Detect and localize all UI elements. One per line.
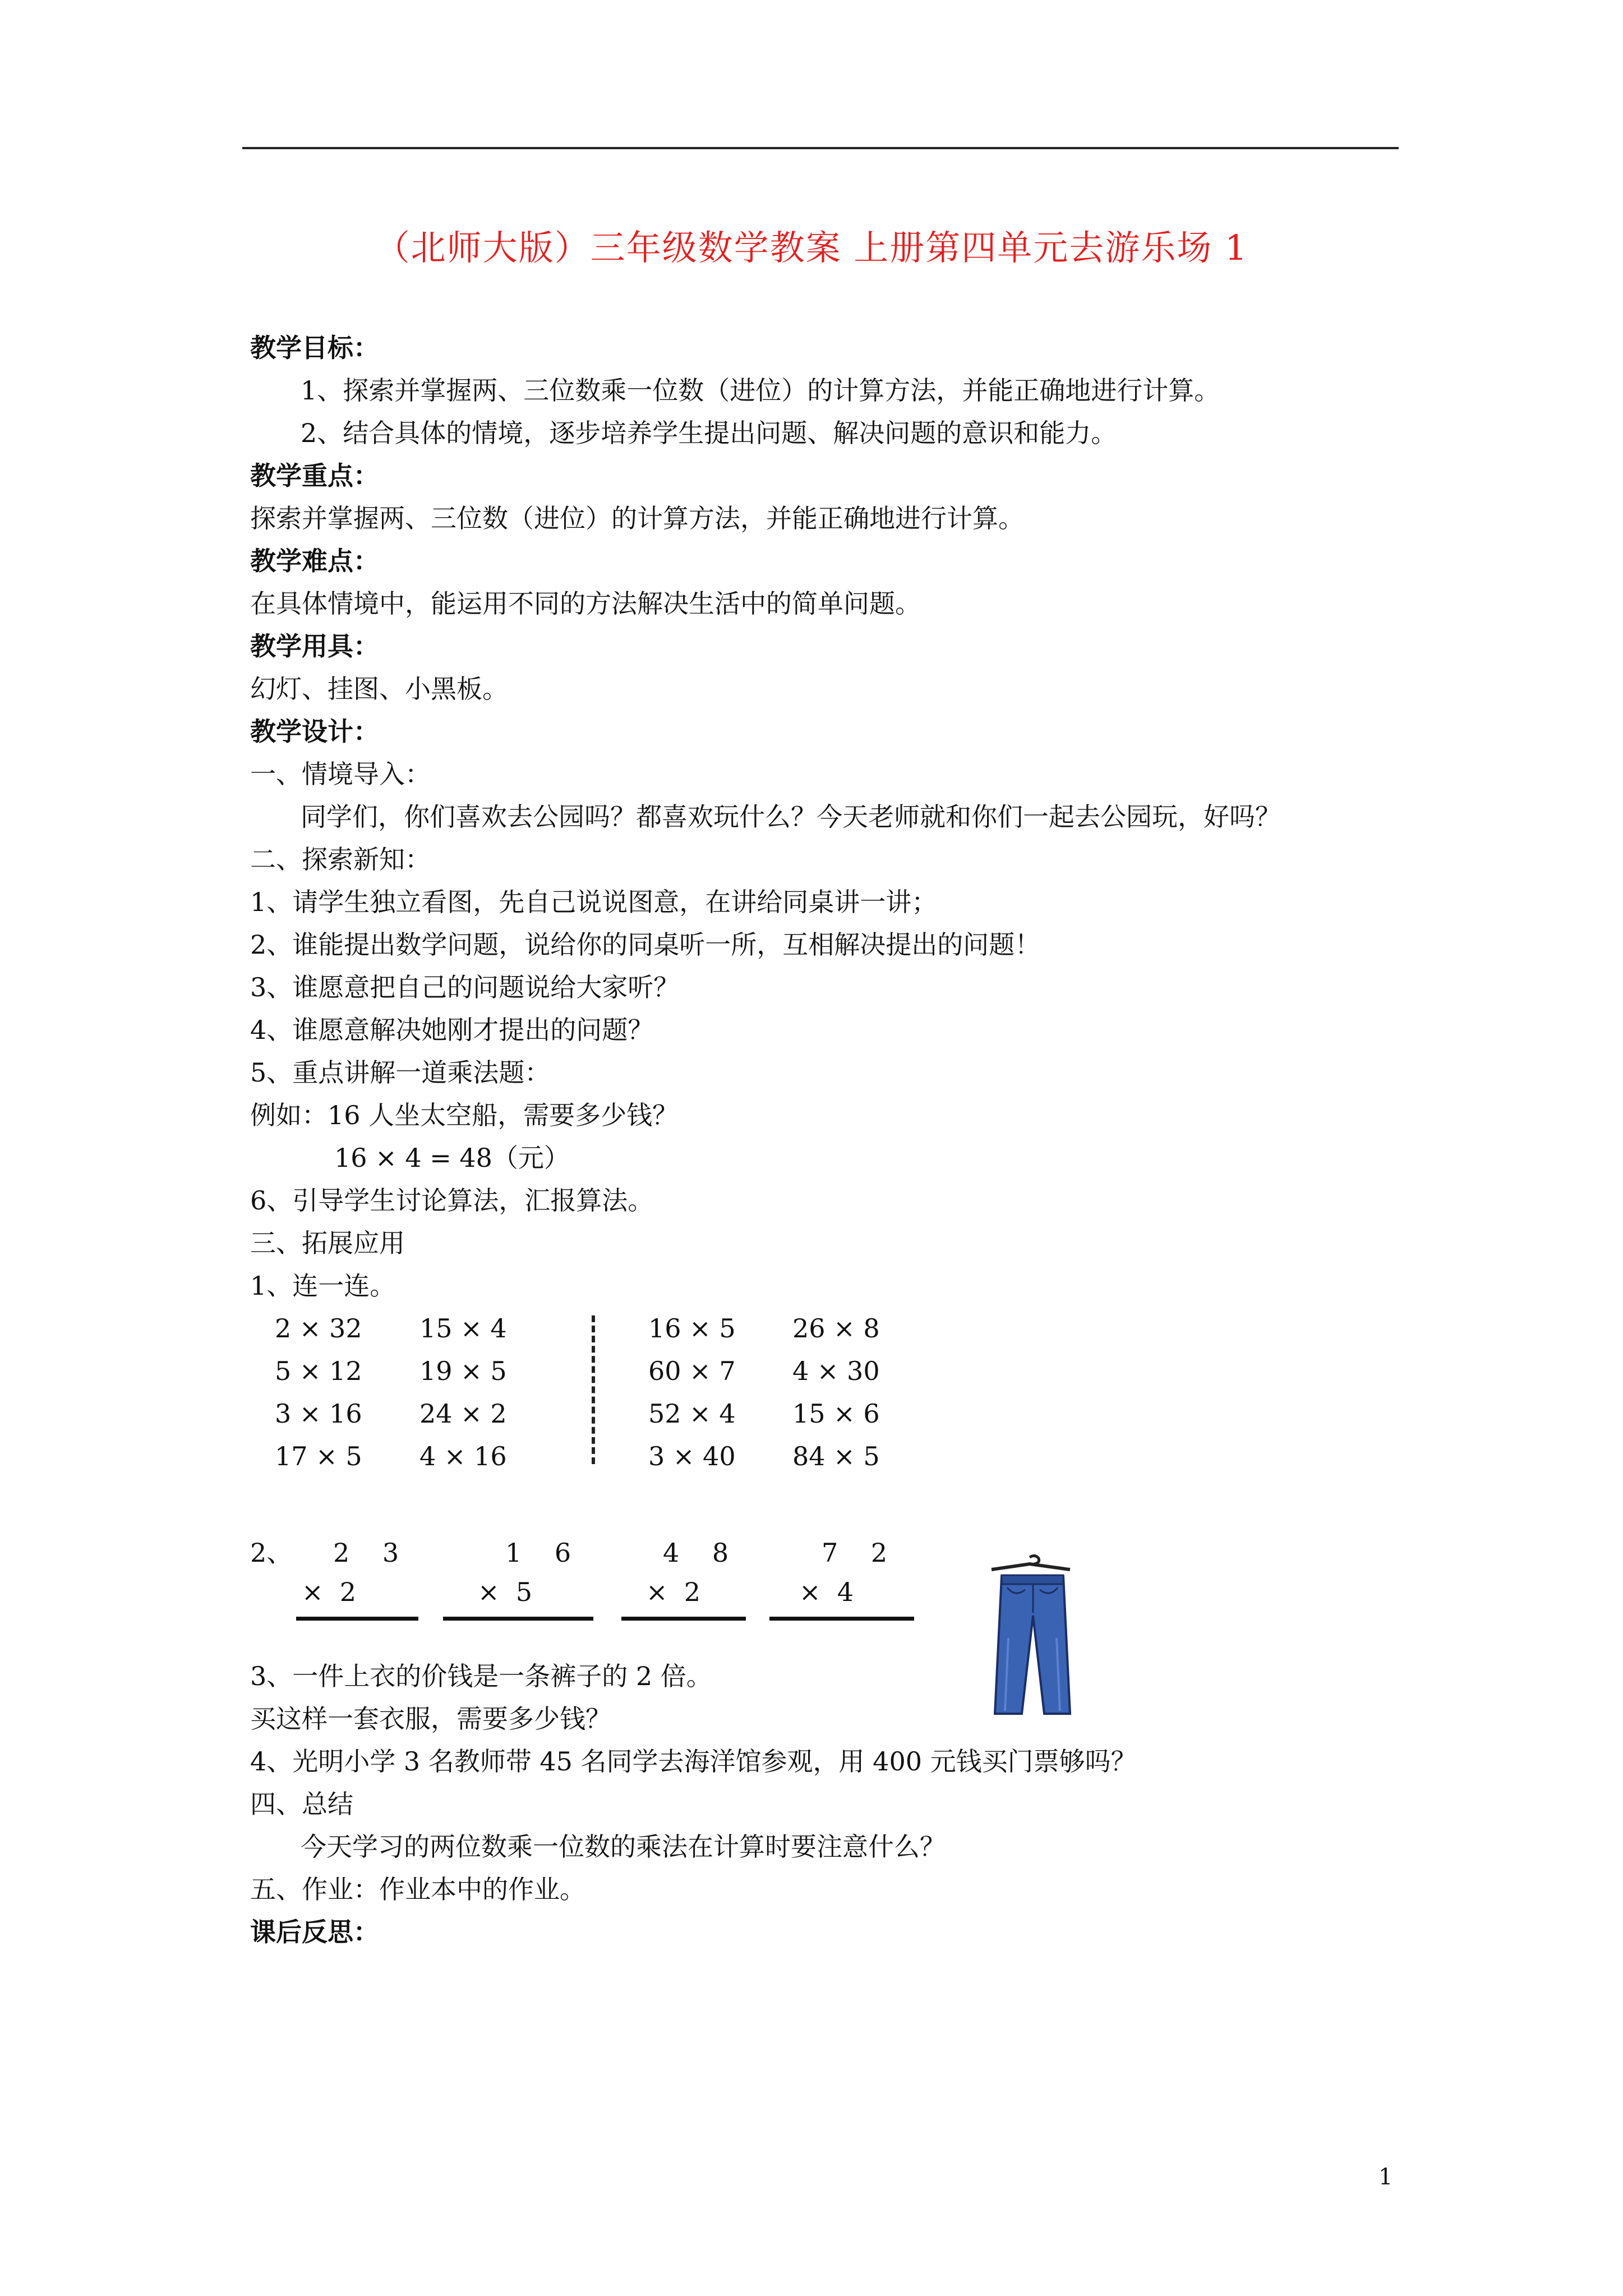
pants-illustration xyxy=(986,1554,1076,1722)
objective-2: 2、结合具体的情境，逐步培养学生提出问题、解决问题的意识和能力。 xyxy=(301,418,1117,448)
vertical-top-3: 4 8 xyxy=(663,1538,741,1568)
vertical-bottom-4: × 4 xyxy=(799,1577,854,1607)
match-right-b2: 4 × 30 xyxy=(792,1356,880,1386)
section-intro: 一、情境导入： xyxy=(250,759,431,789)
heading-reflection: 课后反思： xyxy=(250,1917,379,1947)
section-explore: 二、探索新知： xyxy=(250,844,431,875)
vertical-line-3 xyxy=(621,1617,746,1621)
exercise-3-question: 买这样一套衣服，需要多少钱？ xyxy=(250,1704,611,1734)
match-right-b1: 26 × 8 xyxy=(792,1313,880,1343)
match-left-b2: 19 × 5 xyxy=(419,1356,507,1386)
match-right-a4: 3 × 40 xyxy=(648,1441,736,1471)
match-left-b3: 24 × 2 xyxy=(419,1398,507,1429)
match-right-a3: 52 × 4 xyxy=(648,1398,736,1429)
heading-key-points: 教学重点： xyxy=(250,461,379,491)
match-divider xyxy=(592,1315,595,1464)
match-right-b3: 15 × 6 xyxy=(792,1398,880,1429)
match-left-a2: 5 × 12 xyxy=(275,1356,362,1386)
section-summary: 四、总结 xyxy=(250,1789,353,1819)
key-points-text: 探索并掌握两、三位数（进位）的计算方法，并能正确地进行计算。 xyxy=(250,503,1024,533)
page-number: 1 xyxy=(1378,2164,1393,2190)
vertical-line-1 xyxy=(296,1617,418,1621)
document-title: （北师大版）三年级数学教案 上册第四单元去游乐场 1 xyxy=(375,227,1248,268)
tools-text: 幻灯、挂图、小黑板。 xyxy=(250,674,508,704)
vertical-top-2: 1 6 xyxy=(505,1538,584,1568)
intro-text: 同学们，你们喜欢去公园吗？都喜欢玩什么？今天老师就和你们一起去公园玩，好吗？ xyxy=(301,802,1281,832)
vertical-bottom-3: × 2 xyxy=(646,1577,701,1607)
exercise-3: 3、一件上衣的价钱是一条裤子的 2 倍。 xyxy=(250,1661,712,1691)
match-left-a1: 2 × 32 xyxy=(275,1313,362,1343)
section-homework: 五、作业：作业本中的作业。 xyxy=(250,1874,585,1904)
section-extend: 三、拓展应用 xyxy=(250,1228,405,1258)
match-left-a4: 17 × 5 xyxy=(275,1441,362,1471)
header-rule xyxy=(242,147,1399,149)
exercise-4: 4、光明小学 3 名教师带 45 名同学去海洋馆参观，用 400 元钱买门票够吗？ xyxy=(250,1746,1137,1777)
match-left-a3: 3 × 16 xyxy=(275,1398,362,1429)
heading-tools: 教学用具： xyxy=(250,631,379,661)
objective-1: 1、探索并掌握两、三位数乘一位数（进位）的计算方法，并能正确地进行计算。 xyxy=(301,375,1220,406)
explore-step-6: 6、引导学生讨论算法，汇报算法。 xyxy=(250,1185,654,1216)
hanger-icon xyxy=(992,1556,1070,1570)
vertical-line-2 xyxy=(443,1617,593,1621)
explore-step-5: 5、重点讲解一道乘法题： xyxy=(250,1057,551,1088)
vertical-line-4 xyxy=(769,1617,914,1621)
match-right-a2: 60 × 7 xyxy=(648,1356,736,1386)
explore-step-1: 1、请学生独立看图，先自己说说图意，在讲给同桌讲一讲； xyxy=(250,887,938,917)
heading-design: 教学设计： xyxy=(250,716,379,747)
explore-step-3: 3、谁愿意把自己的问题说给大家听？ xyxy=(250,972,680,1002)
difficulties-text: 在具体情境中，能运用不同的方法解决生活中的简单问题。 xyxy=(250,588,921,619)
explore-step-2: 2、谁能提出数学问题，说给你的同桌听一所，互相解决提出的问题！ xyxy=(250,930,1041,960)
vertical-top-4: 7 2 xyxy=(822,1538,900,1568)
vertical-bottom-1: × 2 xyxy=(302,1577,357,1607)
summary-text: 今天学习的两位数乘一位数的乘法在计算时要注意什么？ xyxy=(301,1832,946,1862)
match-left-b1: 15 × 4 xyxy=(419,1313,507,1343)
match-left-b4: 4 × 16 xyxy=(419,1441,507,1471)
example-equation: 16 × 4 = 48（元） xyxy=(334,1143,570,1173)
vertical-top-1: 2 3 xyxy=(333,1538,412,1568)
heading-difficulties: 教学难点： xyxy=(250,546,379,576)
exercise-2-label: 2、 xyxy=(250,1538,293,1568)
match-right-a1: 16 × 5 xyxy=(648,1313,736,1343)
explore-step-4: 4、谁愿意解决她刚才提出的问题？ xyxy=(250,1015,654,1045)
exercise-1-label: 1、连一连。 xyxy=(250,1271,396,1301)
vertical-bottom-2: × 5 xyxy=(478,1577,533,1607)
example-question: 例如：16 人坐太空船，需要多少钱？ xyxy=(250,1100,679,1130)
heading-objectives: 教学目标： xyxy=(250,333,379,363)
match-right-b4: 84 × 5 xyxy=(792,1441,880,1471)
